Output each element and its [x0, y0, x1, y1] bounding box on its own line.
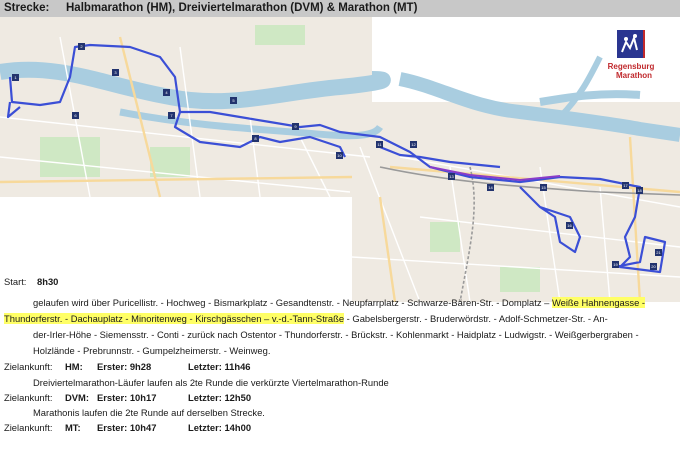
km-marker-label: 5	[232, 98, 235, 103]
km-marker-label: 20	[651, 264, 656, 269]
km-marker-label: 15	[541, 185, 546, 190]
note-mt: Marathonis laufen die 2te Runde auf derselben Strecke.	[33, 407, 265, 418]
km-marker-label: 12	[411, 142, 416, 147]
km-marker-label: 6	[74, 113, 77, 118]
km-marker[interactable]	[410, 141, 417, 148]
km-marker[interactable]	[72, 112, 79, 119]
km-marker[interactable]	[163, 89, 170, 96]
finish-dvm-first: Erster: 10h17	[97, 392, 157, 403]
regensburg-marathon-logo	[606, 30, 658, 86]
logo-text-line1: Regensburg	[607, 62, 655, 71]
km-marker[interactable]	[292, 123, 299, 130]
route-map[interactable]	[0, 17, 680, 302]
finish-dvm-race: DVM:	[65, 392, 89, 403]
km-marker[interactable]	[540, 184, 547, 191]
km-marker-label: 9	[294, 124, 297, 129]
route-text-line4: Holzlände - Prebrunnstr. - Gumpelzheimerstr. - Weinweg.	[33, 345, 271, 356]
km-marker-label: 4	[165, 90, 168, 95]
km-marker[interactable]	[230, 97, 237, 104]
header-title: Halbmarathon (HM), Dreiviertelmarathon (DVM) & Marathon (MT)	[66, 2, 418, 14]
finish-mt-race: MT:	[65, 422, 81, 433]
km-marker[interactable]	[622, 182, 629, 189]
km-marker-label: 1	[14, 75, 17, 80]
km-marker-label: 2	[80, 44, 83, 49]
start-label: Start:	[4, 276, 27, 287]
finish-dvm-label: Zielankunft:	[4, 392, 53, 403]
route-text-line1-highlight: Weiße Hahnengasse -	[551, 297, 646, 308]
km-marker-label: 18	[637, 188, 642, 193]
km-marker-label: 11	[377, 142, 382, 147]
km-marker-label: 3	[114, 70, 117, 75]
logo-text-line2: Marathon	[616, 71, 652, 80]
header-label: Strecke:	[4, 2, 50, 14]
route-text-line2	[4, 313, 608, 324]
km-marker[interactable]	[336, 152, 343, 159]
km-marker[interactable]	[636, 187, 643, 194]
route-text-line1-a: gelaufen wird über Puricellistr. - Hochweg - Bismarkplatz - Gesandtenstr. - Neupfarrplatz - Schwarze-Bären-Str. - Domplatz –	[33, 297, 552, 308]
km-marker-label: 17	[623, 183, 628, 188]
km-marker[interactable]	[566, 222, 573, 229]
note-dvm: Dreiviertelmarathon-Läufer laufen als 2te Runde die verkürzte Viertelmarathon-Runde	[33, 377, 389, 388]
finish-mt-last: Letzter: 14h00	[188, 422, 252, 433]
km-marker[interactable]	[612, 261, 619, 268]
km-marker[interactable]	[78, 43, 85, 50]
finish-hm-last: Letzter: 11h46	[188, 361, 251, 372]
route-text-line2-b: - Gabelsbergerstr. - Bruderwördstr. - Adolf-Schmetzer-Str. - An-	[344, 313, 608, 324]
km-marker-label: 7	[170, 113, 173, 118]
finish-dvm-last: Letzter: 12h50	[188, 392, 252, 403]
route-text-line1	[33, 297, 645, 308]
route-text-line2-highlight: Thundorferstr. - Dachauplatz - Minoritenweg - Kirschgässchen – v.-d.-Tann-Straße	[4, 313, 345, 324]
start-time: 8h30	[37, 276, 59, 287]
finish-hm-label: Zielankunft:	[4, 361, 53, 372]
km-marker[interactable]	[12, 74, 19, 81]
km-marker[interactable]	[487, 184, 494, 191]
km-marker-label: 21	[656, 250, 661, 255]
km-marker[interactable]	[655, 249, 662, 256]
km-marker[interactable]	[112, 69, 119, 76]
finish-hm-first: Erster: 9h28	[97, 361, 152, 372]
km-marker-label: 14	[488, 185, 493, 190]
km-marker-label: 13	[449, 174, 454, 179]
km-marker[interactable]	[376, 141, 383, 148]
km-marker[interactable]	[448, 173, 455, 180]
km-marker[interactable]	[252, 135, 259, 142]
finish-hm-race: HM:	[65, 361, 83, 372]
route-text-line3: der-Irler-Höhe - Siemensstr. - Conti - zurück nach Ostentor - Thundorferstr. - Brückstr. - Kohlenmarkt - Haidplatz - Ludwigstr. - Weißgerbergraben -	[33, 329, 639, 340]
finish-mt-label: Zielankunft:	[4, 422, 53, 433]
finish-mt-first: Erster: 10h47	[97, 422, 157, 433]
km-marker-label: 10	[337, 153, 342, 158]
header-bar	[0, 0, 680, 17]
km-marker-label: 8	[254, 136, 257, 141]
km-marker-label: 19	[613, 262, 618, 267]
km-marker[interactable]	[650, 263, 657, 270]
km-marker[interactable]	[168, 112, 175, 119]
km-marker-label: 16	[567, 223, 572, 228]
logo-emblem	[617, 30, 643, 58]
